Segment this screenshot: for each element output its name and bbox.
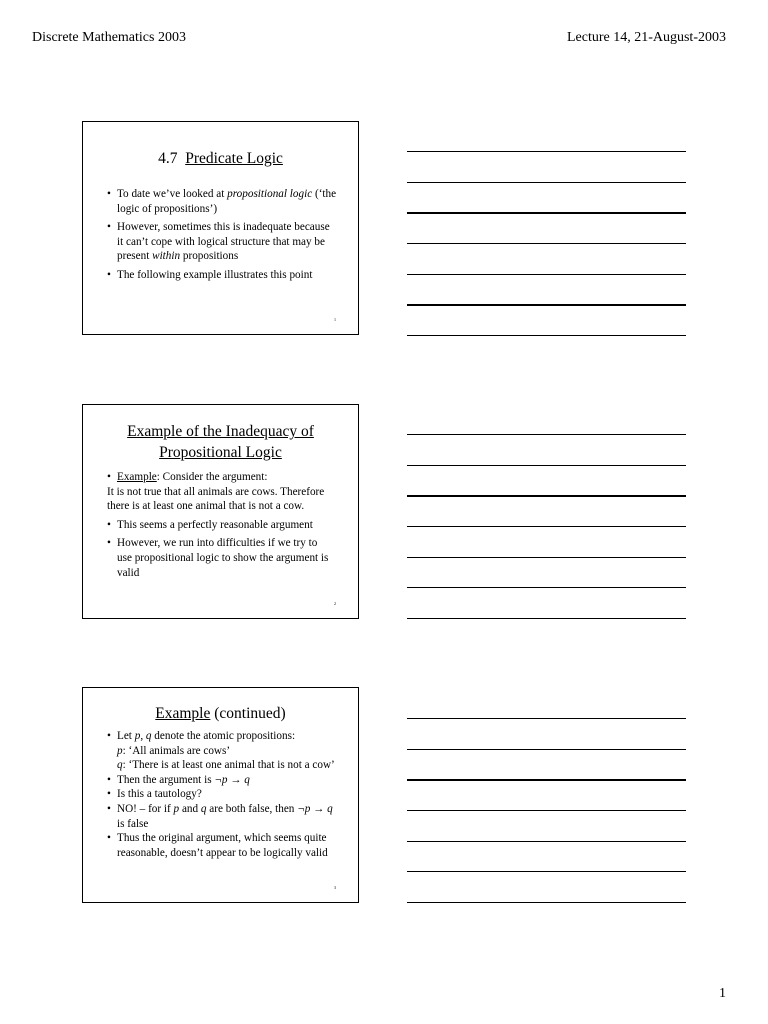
slide-1 (82, 121, 359, 335)
note-line (407, 151, 686, 152)
note-line (407, 749, 686, 750)
slide-3 (82, 687, 359, 903)
note-line (407, 465, 686, 466)
slide-2-bullet-2: • This seems a perfectly reasonable argument (105, 518, 334, 533)
note-line (407, 557, 686, 558)
note-line (407, 335, 686, 336)
page-number: 1 (719, 986, 726, 1001)
slide-1-bullet-1: • To date we’ve looked at propositional logic (‘the logic of propositions’) (105, 187, 338, 216)
slide-3-title (83, 703, 358, 724)
slide-3-bullet-5: • Thus the original argument, which seems quite reasonable, doesn’t appear to be logically valid (105, 831, 342, 860)
slide-2-title: Example of the Inadequacy of Propositional Logic (127, 423, 314, 461)
slide-2-bullet-1: • Example: Consider the argument: (105, 470, 338, 485)
slide-3-title-underlined: Example (155, 705, 211, 722)
note-line (407, 902, 686, 903)
note-line (407, 841, 686, 842)
note-line (407, 182, 686, 183)
note-line (407, 212, 686, 214)
slide-3-bullets-more (105, 773, 342, 861)
slide-2-bullets-more (105, 518, 334, 580)
note-line (407, 243, 686, 244)
note-line (407, 618, 686, 619)
slide-2-number: 2 (334, 601, 336, 606)
slide-1-title-number: 4.7 (158, 150, 178, 167)
slide-3-bullets (105, 729, 344, 744)
slide-2-bullet-3: • However, we run into difficulties if we try to use propositional logic to show the argument is valid (105, 536, 334, 580)
slide-1-bullets (105, 187, 338, 283)
slide-3-number: 3 (334, 885, 336, 890)
note-line (407, 495, 686, 497)
note-line (407, 810, 686, 811)
slide-1-bullet-2: • However, sometimes this is inadequate because it can’t cope with logical structure that may be present within propositions (105, 220, 338, 264)
slide-3-bullet-3: • Is this a tautology? (105, 787, 342, 802)
note-line (407, 779, 686, 781)
slide-2-argument: It is not true that all animals are cows. Therefore there is at least one animal that is not a cow. (107, 485, 325, 513)
slide-3-title-rest: (continued) (210, 705, 286, 722)
slide-3-prop-p: p: ‘All animals are cows’ (117, 744, 231, 757)
note-line (407, 274, 686, 275)
slide-3-bullet-1: • Let p, q denote the atomic propositions: (105, 729, 344, 744)
slide-1-title-text: Predicate Logic (185, 150, 283, 167)
slide-2-bullets (105, 470, 338, 485)
note-line (407, 871, 686, 872)
slide-2 (82, 404, 359, 619)
note-line (407, 526, 686, 527)
note-line (407, 718, 686, 719)
slide-3-bullet-2: • Then the argument is ¬p → q (105, 773, 342, 788)
slide-3-prop-q: q: ‘There is at least one animal that is not a cow’ (117, 759, 335, 772)
slide-1-title (83, 148, 358, 169)
slide-1-bullet-3: • The following example illustrates this point (105, 268, 338, 283)
note-line (407, 434, 686, 435)
slide-3-bullet-4: • NO! – for if p and q are both false, then ¬p → q is false (105, 802, 342, 831)
header-course-title: Discrete Mathematics 2003 (32, 30, 186, 45)
slide-1-number: 1 (334, 317, 336, 322)
note-line (407, 304, 686, 306)
note-line (407, 587, 686, 588)
header-lecture-date: Lecture 14, 21-August-2003 (566, 30, 726, 45)
